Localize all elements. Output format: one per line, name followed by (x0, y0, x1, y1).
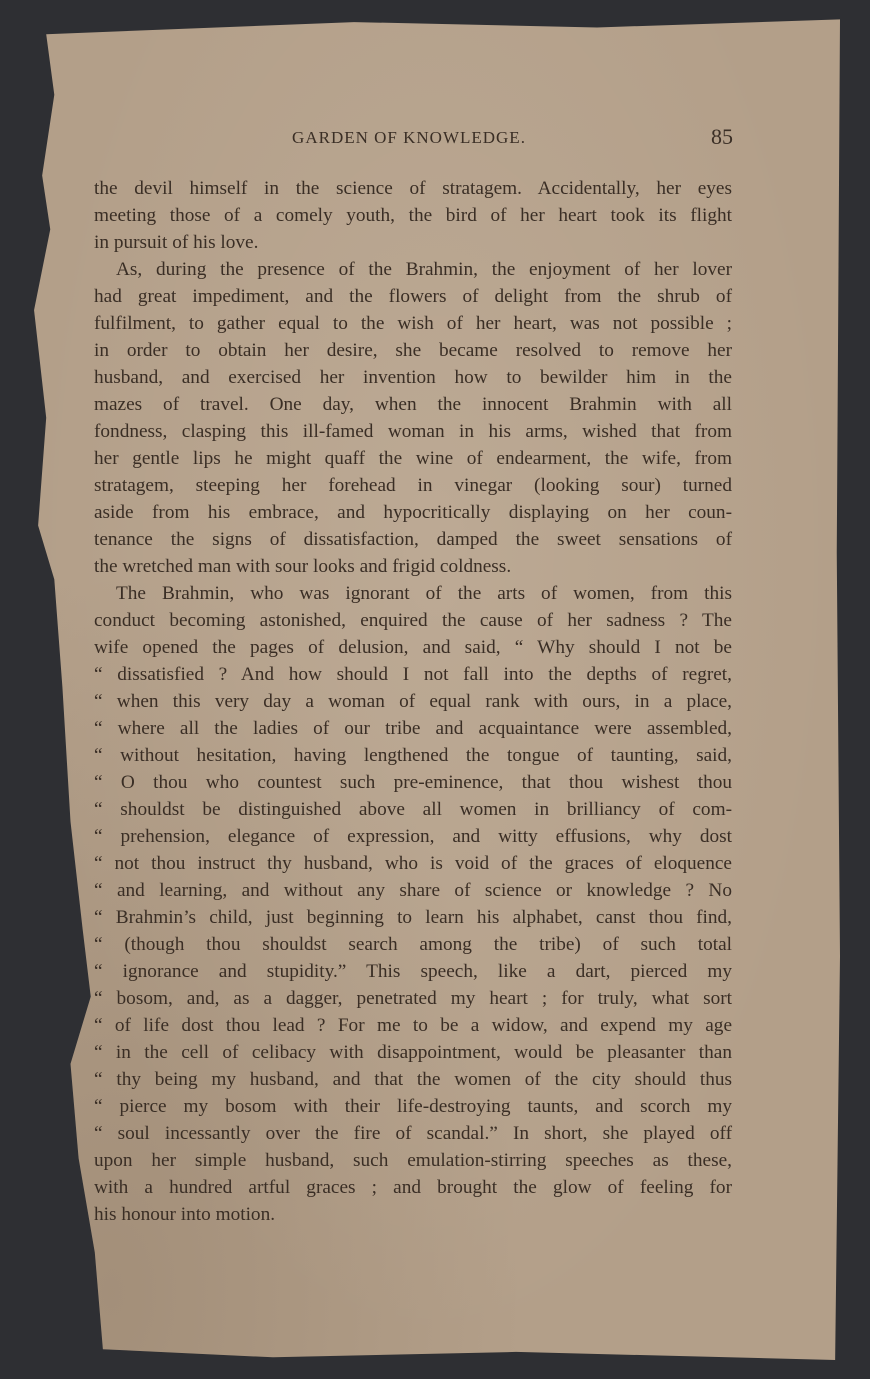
text-line: “ shouldst be distinguished above all women in brilliancy of com- (94, 799, 732, 820)
text-line: husband, and exercised her invention how to bewilder him in the (94, 367, 732, 388)
page-number: 85 (711, 124, 733, 149)
text-line: his honour into motion. (94, 1204, 276, 1225)
text-line: “ of life dost thou lead ? For me to be a widow, and expend my age (94, 1015, 732, 1036)
text-line: mazes of travel. One day, when the innocent Brahmin with all (94, 394, 732, 415)
text-line: fondness, clasping this ill-famed woman in his arms, wished that from (94, 421, 732, 442)
text-line: upon her simple husband, such emulation-stirring speeches as these, (94, 1150, 732, 1171)
text-line: wife opened the pages of delusion, and said, “ Why should I not be (94, 637, 732, 658)
text-line: “ not thou instruct thy husband, who is void of the graces of eloquence (94, 853, 732, 874)
text-line: “ soul incessantly over the fire of scandal.” In short, she played off (94, 1123, 732, 1144)
text-line: “ where all the ladies of our tribe and acquaintance were assembled, (94, 718, 732, 739)
body-text (94, 175, 732, 1228)
running-title: GARDEN OF KNOWLEDGE. (292, 128, 526, 147)
text-line: tenance the signs of dissatisfaction, damped the sweet sensations of (94, 529, 732, 550)
text-line: the devil himself in the science of stratagem. Accidentally, her eyes (94, 178, 732, 199)
page-header (95, 124, 735, 152)
text-line: “ and learning, and without any share of science or knowledge ? No (94, 880, 732, 901)
text-line: “ thy being my husband, and that the women of the city should thus (94, 1069, 732, 1090)
text-line: “ bosom, and, as a dagger, penetrated my heart ; for truly, what sort (94, 988, 732, 1009)
text-line: “ ignorance and stupidity.” This speech, like a dart, pierced my (94, 961, 732, 982)
text-line: “ (though thou shouldst search among the tribe) of such total (94, 934, 732, 955)
text-line: in pursuit of his love. (94, 232, 259, 253)
text-line: “ without hesitation, having lengthened the tongue of taunting, said, (94, 745, 732, 766)
text-line: her gentle lips he might quaff the wine of endearment, the wife, from (94, 448, 732, 469)
text-line: the wretched man with sour looks and frigid coldness. (94, 556, 512, 577)
text-line: “ Brahmin’s child, just beginning to learn his alphabet, canst thou find, (94, 907, 732, 928)
text-line: with a hundred artful graces ; and brought the glow of feeling for (94, 1177, 732, 1198)
text-line: The Brahmin, who was ignorant of the arts of women, from this (116, 583, 732, 604)
text-line: stratagem, steeping her forehead in vinegar (looking sour) turned (94, 475, 732, 496)
text-line: fulfilment, to gather equal to the wish of her heart, was not possible ; (94, 313, 732, 334)
text-line: aside from his embrace, and hypocritically displaying on her coun- (94, 502, 732, 523)
text-line: “ prehension, elegance of expression, and witty effusions, why dost (94, 826, 732, 847)
text-line: “ in the cell of celibacy with disappointment, would be pleasanter than (94, 1042, 732, 1063)
text-line: “ dissatisfied ? And how should I not fall into the depths of regret, (94, 664, 732, 685)
text-line: “ when this very day a woman of equal rank with ours, in a place, (94, 691, 732, 712)
text-line: conduct becoming astonished, enquired the cause of her sadness ? The (94, 610, 732, 631)
text-line: “ O thou who countest such pre-eminence, that thou wishest thou (94, 772, 732, 793)
text-line: As, during the presence of the Brahmin, the enjoyment of her lover (116, 259, 732, 280)
text-line: meeting those of a comely youth, the bird of her heart took its flight (94, 205, 732, 226)
text-line: in order to obtain her desire, she became resolved to remove her (94, 340, 732, 361)
text-line: “ pierce my bosom with their life-destroying taunts, and scorch my (94, 1096, 732, 1117)
text-line: had great impediment, and the flowers of delight from the shrub of (94, 286, 732, 307)
